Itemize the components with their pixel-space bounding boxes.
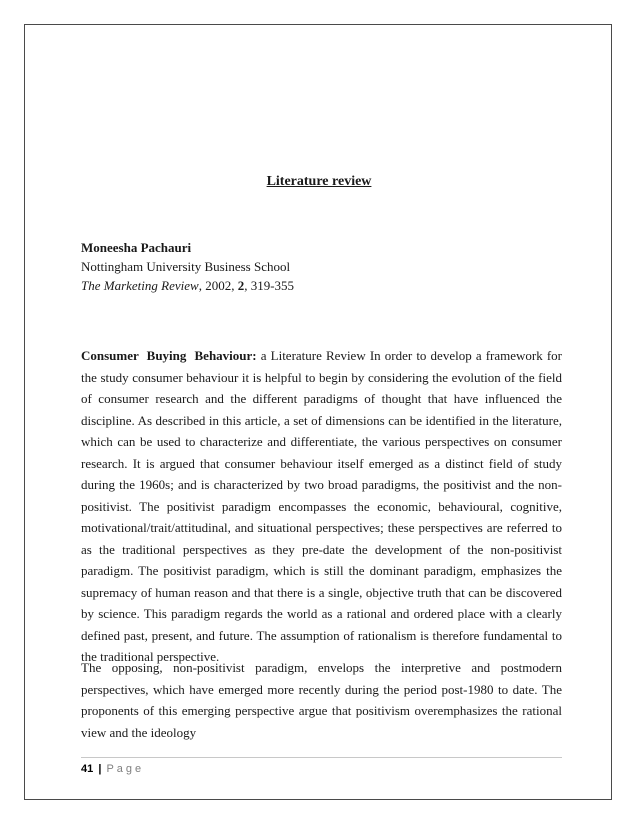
paragraph-lead: Consumer Buying Behaviour: (81, 348, 257, 363)
journal-citation (81, 276, 294, 295)
author-block (81, 238, 294, 295)
journal-name: The Marketing Review (81, 278, 199, 293)
document-title: Literature review (266, 174, 372, 189)
author-affiliation: Nottingham University Business School (81, 259, 291, 274)
page-label: Page (106, 763, 145, 775)
journal-volume: 2 (237, 278, 245, 293)
page-footer (81, 763, 144, 775)
paragraph-1-text: a Literature Review In order to develop a framework for the study consumer behaviour it is helpful to begin by considering the evolution of the field of consumer research and the different paradigms of thought that have influenced the discipline. As described in this article, a set of dimensions can be identified in the literature, which can be used to characterize and differentiate, the various perspectives on consumer research. It is argued that consumer behaviour itself emerged as a distinct field of study during the 1960s; and is characterized by two broad paradigms, the positivist and the non-positivist. The positivist paradigm encompasses the economic, behavioural, cognitive, motivational/trait/attitudinal, and situational perspectives; these perspectives are referred to as the traditional perspectives as they pre-date the development of the non-positivist paradigm. The positivist paradigm, which is still the dominant paradigm, emphasizes the supremacy of human reason and that there is a single, objective truth that can be discovered by science. This paradigm regards the world as a rational and ordered place with a clearly defined past, present, and future. The assumption of rationalism is therefore fundamental to the traditional perspective. (81, 348, 563, 664)
body-paragraph-1 (81, 345, 562, 668)
journal-year: , 2002, (198, 278, 238, 293)
journal-pages: , 319-355 (244, 278, 295, 293)
footer-divider (81, 757, 562, 758)
paragraph-2-text: The opposing, non-positivist paradigm, envelops the interpretive and postmodern perspectives, which have emerged more recently during the period post-1980 to date. The proponents of this emerging perspective argue that positivism overemphasizes the rational view and the ideology (81, 660, 562, 740)
body-paragraph-2 (81, 657, 562, 743)
page-number: 41 (81, 763, 94, 775)
author-name: Moneesha Pachauri (81, 240, 192, 255)
footer-separator: | (98, 763, 102, 775)
